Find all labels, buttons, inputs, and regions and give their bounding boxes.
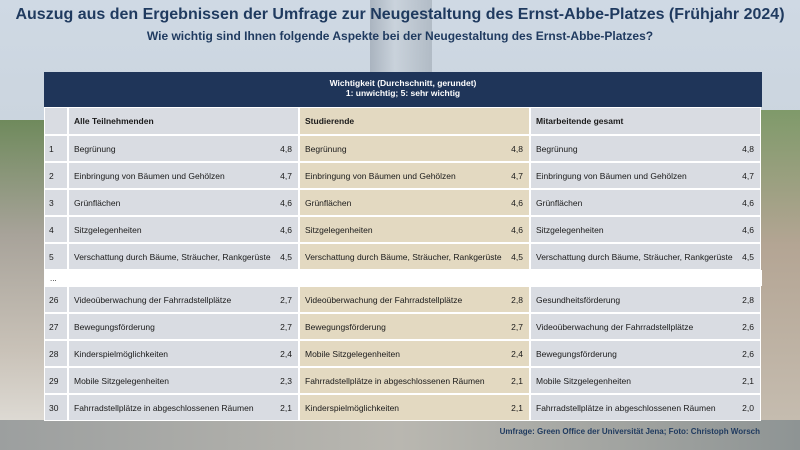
page-title: Auszug aus den Ergebnissen der Umfrage zur Neugestaltung des Ernst-Abbe-Platzes (Frühjahr 2024) (15, 6, 785, 23)
result-cell (68, 286, 299, 313)
rank-cell: 29 (44, 367, 68, 394)
rank-cell: 4 (44, 216, 68, 243)
result-cell (299, 135, 530, 162)
aspect-label: Bewegungsförderung (536, 348, 617, 359)
aspect-value: 4,5 (511, 251, 523, 262)
result-cell (299, 243, 530, 270)
result-cell (299, 394, 530, 421)
table-row (44, 216, 762, 243)
rank-cell: 1 (44, 135, 68, 162)
gap-row (44, 270, 762, 286)
source-credit: Umfrage: Green Office der Universität Jena; Foto: Christoph Worsch (499, 427, 760, 436)
aspect-label: Gesundheitsförderung (536, 294, 621, 305)
result-cell (299, 340, 530, 367)
aspect-label: Grünflächen (536, 197, 583, 208)
aspect-value: 4,6 (511, 197, 523, 208)
result-cell (68, 367, 299, 394)
aspect-value: 2,6 (742, 321, 754, 332)
aspect-value: 2,4 (280, 348, 292, 359)
aspect-value: 4,7 (280, 170, 292, 181)
aspect-value: 4,5 (742, 251, 754, 262)
table-row (44, 286, 762, 313)
table-row (44, 394, 762, 421)
page-subtitle: Wie wichtig sind Ihnen folgende Aspekte bei der Neugestaltung des Ernst-Abbe-Platzes? (146, 29, 654, 43)
column-header-rank (44, 107, 68, 135)
aspect-value: 4,6 (280, 224, 292, 235)
rank-cell: 27 (44, 313, 68, 340)
result-cell (68, 394, 299, 421)
aspect-label: Begrünung (536, 143, 578, 154)
aspect-label: Mobile Sitzgelegenheiten (74, 375, 169, 386)
table-row (44, 243, 762, 270)
column-header: Studierende (299, 107, 530, 135)
result-cell (530, 340, 761, 367)
table-header (44, 72, 762, 107)
aspect-label: Sitzgelegenheiten (74, 224, 142, 235)
aspect-value: 2,1 (280, 402, 292, 413)
rank-cell: 2 (44, 162, 68, 189)
rank-cell: 5 (44, 243, 68, 270)
aspect-value: 4,8 (511, 143, 523, 154)
result-cell (68, 189, 299, 216)
aspect-value: 2,7 (280, 321, 292, 332)
result-cell (68, 243, 299, 270)
result-cell (530, 313, 761, 340)
aspect-value: 2,3 (280, 375, 292, 386)
result-cell (530, 216, 761, 243)
aspect-label: Videoüberwachung der Fahrradstellplätze (74, 294, 232, 305)
result-cell (530, 162, 761, 189)
aspect-value: 2,7 (280, 294, 292, 305)
table-row (44, 367, 762, 394)
table-row (44, 313, 762, 340)
aspect-label: Mobile Sitzgelegenheiten (305, 348, 400, 359)
result-cell (530, 135, 761, 162)
aspect-value: 2,1 (742, 375, 754, 386)
result-cell (530, 286, 761, 313)
aspect-label: Begrünung (74, 143, 116, 154)
aspect-value: 4,5 (280, 251, 292, 262)
rank-cell: 26 (44, 286, 68, 313)
result-cell (530, 243, 761, 270)
aspect-label: Mobile Sitzgelegenheiten (536, 375, 631, 386)
aspect-label: Verschattung durch Bäume, Sträucher, Rankgerüste (536, 251, 733, 262)
aspect-value: 2,0 (742, 402, 754, 413)
background-photo-left (0, 120, 45, 450)
result-cell (299, 189, 530, 216)
rank-cell: 30 (44, 394, 68, 421)
aspect-label: Einbringung von Bäumen und Gehölzen (74, 170, 225, 181)
aspect-value: 4,8 (742, 143, 754, 154)
aspect-label: Bewegungsförderung (305, 321, 386, 332)
background-photo-right (760, 110, 800, 450)
aspect-value: 4,8 (280, 143, 292, 154)
aspect-label: Videoüberwachung der Fahrradstellplätze (305, 294, 463, 305)
aspect-label: Fahrradstellplätze in abgeschlossenen Räumen (536, 402, 716, 413)
aspect-label: Kinderspielmöglichkeiten (74, 348, 169, 359)
aspect-value: 2,6 (742, 348, 754, 359)
aspect-value: 2,8 (742, 294, 754, 305)
result-cell (68, 216, 299, 243)
column-header: Mitarbeitende gesamt (530, 107, 761, 135)
aspect-label: Bewegungsförderung (74, 321, 155, 332)
table-row (44, 340, 762, 367)
aspect-label: Sitzgelegenheiten (536, 224, 604, 235)
table-row (44, 162, 762, 189)
column-header: Alle Teilnehmenden (68, 107, 299, 135)
rank-cell: 3 (44, 189, 68, 216)
result-cell (68, 162, 299, 189)
gap-marker: ... (44, 270, 762, 286)
table-header-line1: Wichtigkeit (Durchschnitt, gerundet) (329, 78, 477, 88)
result-cell (299, 286, 530, 313)
result-cell (68, 313, 299, 340)
aspect-label: Grünflächen (305, 197, 352, 208)
aspect-label: Kinderspielmöglichkeiten (305, 402, 400, 413)
table-row (44, 189, 762, 216)
rank-cell: 28 (44, 340, 68, 367)
aspect-value: 2,8 (511, 294, 523, 305)
result-cell (68, 340, 299, 367)
aspect-label: Einbringung von Bäumen und Gehölzen (305, 170, 456, 181)
aspect-label: Videoüberwachung der Fahrradstellplätze (536, 321, 694, 332)
result-cell (68, 135, 299, 162)
result-cell (299, 367, 530, 394)
result-cell (530, 189, 761, 216)
result-cell (299, 313, 530, 340)
aspect-value: 4,7 (511, 170, 523, 181)
aspect-label: Fahrradstellplätze in abgeschlossenen Räumen (305, 375, 485, 386)
aspect-value: 4,6 (742, 197, 754, 208)
aspect-label: Sitzgelegenheiten (305, 224, 373, 235)
aspect-value: 4,6 (511, 224, 523, 235)
result-cell (299, 216, 530, 243)
aspect-label: Einbringung von Bäumen und Gehölzen (536, 170, 687, 181)
table-row (44, 135, 762, 162)
table-header-line2: 1: unwichtig; 5: sehr wichtig (345, 88, 461, 98)
aspect-label: Begrünung (305, 143, 347, 154)
aspect-label: Verschattung durch Bäume, Sträucher, Rankgerüste (74, 251, 271, 262)
aspect-value: 2,7 (511, 321, 523, 332)
aspect-label: Verschattung durch Bäume, Sträucher, Rankgerüste (305, 251, 502, 262)
aspect-label: Grünflächen (74, 197, 121, 208)
aspect-value: 4,6 (742, 224, 754, 235)
aspect-label: Fahrradstellplätze in abgeschlossenen Räumen (74, 402, 254, 413)
aspect-value: 4,6 (280, 197, 292, 208)
result-cell (299, 162, 530, 189)
result-cell (530, 394, 761, 421)
result-cell (530, 367, 761, 394)
aspect-value: 2,4 (511, 348, 523, 359)
aspect-value: 4,7 (742, 170, 754, 181)
results-table (44, 72, 762, 424)
column-header-row (44, 107, 762, 135)
aspect-value: 2,1 (511, 402, 523, 413)
aspect-value: 2,1 (511, 375, 523, 386)
